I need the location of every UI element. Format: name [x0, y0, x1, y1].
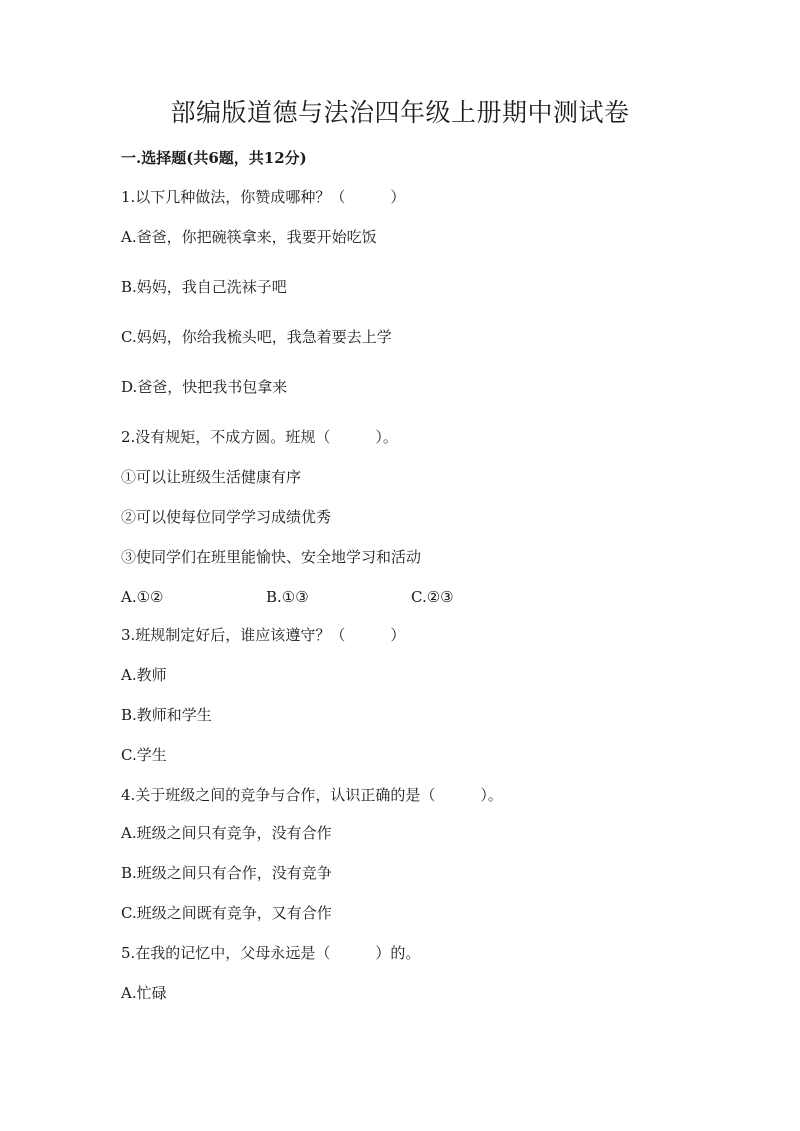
- question-4-stem: 4.关于班级之间的竞争与合作，认识正确的是（ ）。: [121, 786, 503, 804]
- question-2-statement-1: ①可以让班级生活健康有序: [121, 468, 302, 486]
- question-1-option-c: C.妈妈，你给我梳头吧，我急着要去上学: [121, 328, 392, 346]
- question-4-option-c: C.班级之间既有竞争，又有合作: [121, 904, 332, 922]
- section-heading: 一.选择题(共6题，共12分): [121, 149, 307, 167]
- question-1-option-a: A.爸爸，你把碗筷拿来，我要开始吃饭: [121, 228, 377, 246]
- question-3-option-c: C.学生: [121, 746, 167, 764]
- question-2-option-b: B.①③: [266, 588, 309, 606]
- question-4-option-b: B.班级之间只有合作，没有竞争: [121, 864, 332, 882]
- question-2-option-c: C.②③: [411, 588, 454, 606]
- question-2-statement-3: ③使同学们在班里能愉快、安全地学习和活动: [121, 548, 422, 566]
- question-2-option-a: A.①②: [121, 588, 164, 606]
- question-5-stem: 5.在我的记忆中，父母永远是（ ）的。: [121, 944, 421, 962]
- question-3-option-a: A.教师: [121, 666, 167, 684]
- question-3-stem: 3.班规制定好后，谁应该遵守？（ ）: [121, 626, 406, 644]
- question-1-option-b: B.妈妈，我自己洗袜子吧: [121, 278, 287, 296]
- question-2-statement-2: ②可以使每位同学学习成绩优秀: [121, 508, 332, 526]
- page-title: 部编版道德与法治四年级上册期中测试卷: [170, 98, 630, 127]
- question-1-stem: 1.以下几种做法，你赞成哪种？（ ）: [121, 188, 406, 206]
- question-1-option-d: D.爸爸，快把我书包拿来: [121, 378, 288, 396]
- question-5-option-a: A.忙碌: [121, 984, 167, 1002]
- question-3-option-b: B.教师和学生: [121, 706, 212, 724]
- question-2-stem: 2.没有规矩，不成方圆。班规（ ）。: [121, 428, 398, 446]
- question-4-option-a: A.班级之间只有竞争，没有合作: [121, 824, 332, 842]
